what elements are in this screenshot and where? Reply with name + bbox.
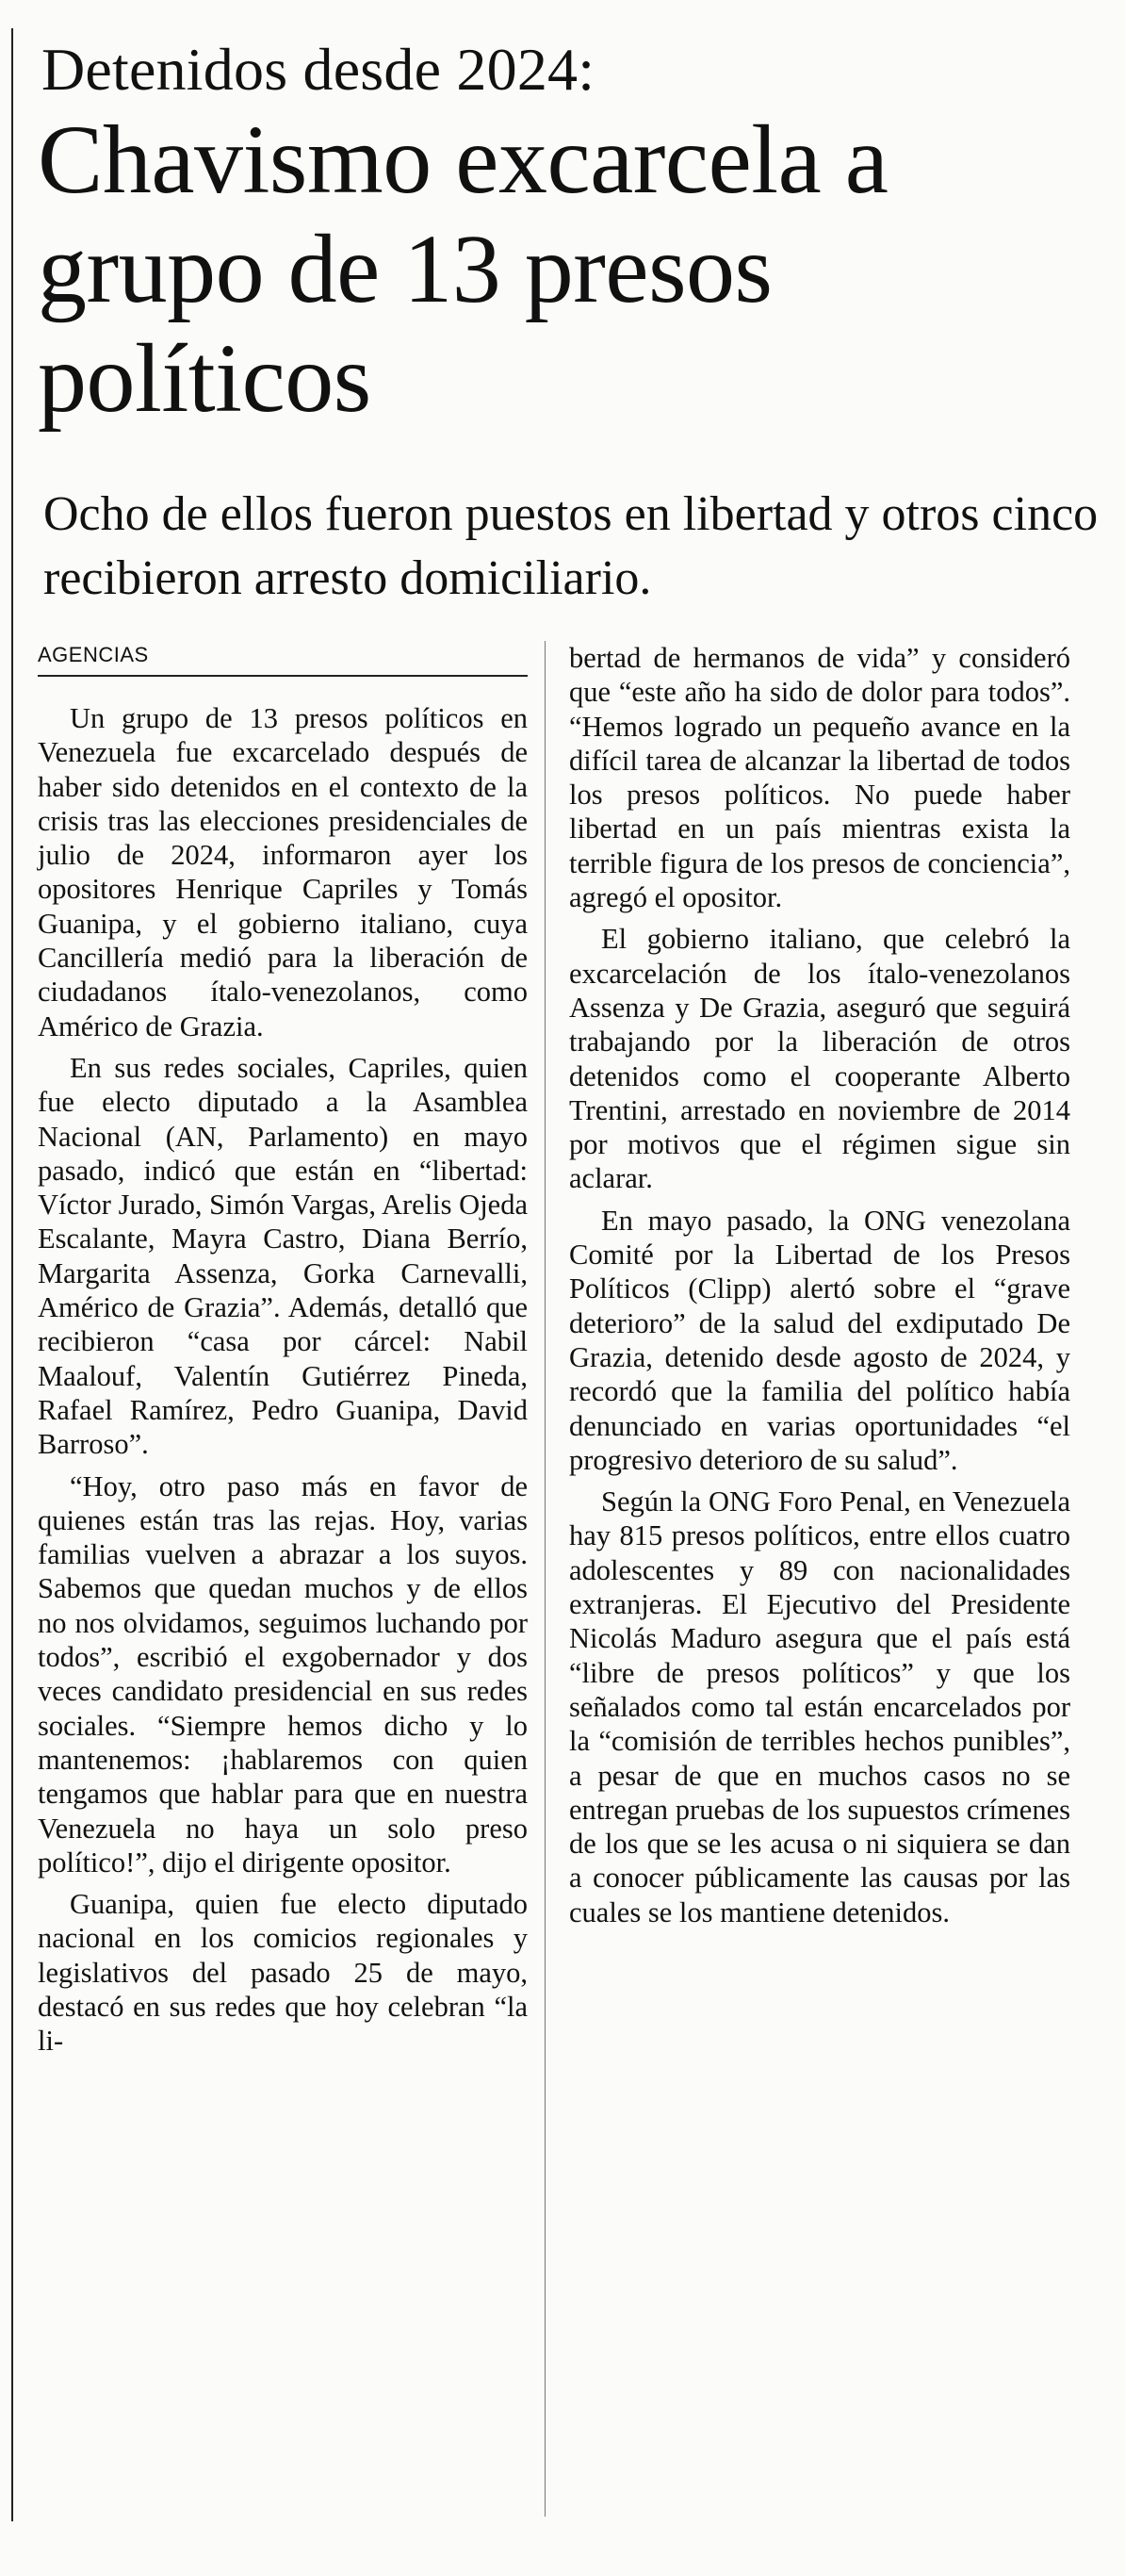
article-kicker: Detenidos desde 2024: (41, 36, 595, 103)
article-paragraph: “Hoy, otro paso más en favor de quienes están tras las rejas. Hoy, varias familias vuelven a abrazar a los suyos. Sabemos que quedan muchos y de ellos no nos olvidamos, seguimos luchando por todos”, escribió el exgobernador y dos veces candidato presidencial en sus redes sociales. “Siempre hemos dicho y lo mantenemos: ¡hablaremos con quien tengamos que hablar para que en nuestra Venezuela no haya un solo preso político!”, dijo el dirigente opositor. (38, 1469, 528, 1879)
article-column-left (38, 641, 528, 2059)
article-headline: Chavismo excarcela a grupo de 13 presos políticos (38, 106, 889, 433)
article-column-right (569, 641, 1070, 1929)
article-paragraph: Según la ONG Foro Penal, en Venezuela hay 815 presos políticos, entre ellos cuatro adolescentes y 89 con nacionalidades extranjeras. El Ejecutivo del Presidente Nicolás Maduro asegura que el país está “libre de presos políticos” y que los señalados como tal están encarcelados por la “comisión de terribles hechos punibles”, a pesar de que en muchos casos no se entregan pruebas de los supuestos crímenes de los que se les acusa o ni siquiera se dan a conocer públicamente las causas por las cuales se los mantiene detenidos. (569, 1485, 1070, 1928)
column-divider (545, 641, 546, 2517)
article-byline: AGENCIAS (38, 641, 528, 677)
article-paragraph: Guanipa, quien fue electo diputado nacional en los comicios regionales y legislativos del pasado 25 de mayo, destacó en sus redes que hoy celebran “la li- (38, 1888, 528, 2058)
article-paragraph: bertad de hermanos de vida” y consideró que “este año ha sido de dolor para todos”. “Hemos logrado un pequeño avance en la difícil tarea de alcanzar la libertad de todos los presos políticos. No puede haber libertad en un país mientras exista la terrible figura de los presos de conciencia”, agregó el opositor. (569, 642, 1070, 914)
left-margin-rule (11, 28, 13, 2521)
article-paragraph: El gobierno italiano, que celebró la excarcelación de los ítalo-venezolanos Assenza y De Grazia, aseguró que seguirá trabajando por la liberación de otros detenidos como el cooperante Alberto Trentini, arrestado en noviembre de 2014 por motivos que el régimen sigue sin aclarar. (569, 923, 1070, 1195)
article-paragraph: En mayo pasado, la ONG venezolana Comité por la Libertad de los Presos Políticos (Clipp) alertó sobre el “grave deterioro” de la salud del exdiputado De Grazia, detenido desde agosto de 2024, y recordó que la familia del político había denunciado en varias oportunidades “el progresivo deterioro de su salud”. (569, 1204, 1070, 1476)
article-paragraph: En sus redes sociales, Capriles, quien fue electo diputado a la Asamblea Nacional (AN, Parlamento) en mayo pasado, indicó que están en “libertad: Víctor Jurado, Simón Vargas, Arelis Ojeda Escalante, Mayra Castro, Diana Berrío, Margarita Assenza, Gorka Carnevalli, Américo de Grazia”. Además, detalló que recibieron “casa por cárcel: Nabil Maalouf, Valentín Gutiérrez Pineda, Rafael Ramírez, Pedro Guanipa, David Barroso”. (38, 1051, 528, 1461)
article-dek: Ocho de ellos fueron puestos en libertad y otros cinco recibieron arresto domiciliario. (43, 487, 1099, 605)
article-paragraph: Un grupo de 13 presos políticos en Venezuela fue excarcelado después de haber sido detenidos en el contexto de la crisis tras las elecciones presidenciales de julio de 2024, informaron ayer los opositores Henrique Capriles y Tomás Guanipa, y el gobierno italiano, cuya Cancillería medió para la liberación de ciudadanos ítalo-venezolanos, como Américo de Grazia. (38, 702, 528, 1042)
